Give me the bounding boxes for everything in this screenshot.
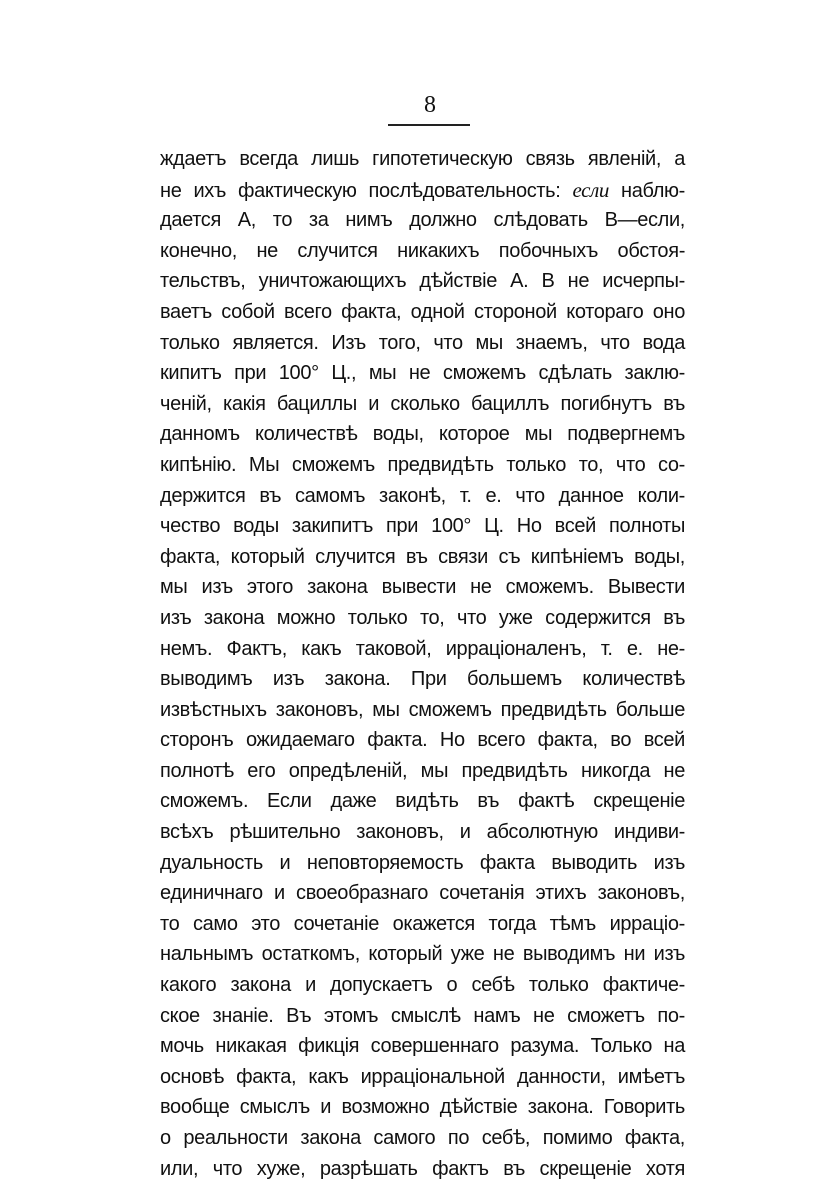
text-line-3: дается А, то за нимъ должно слѣдовать В—если, <box>160 209 685 232</box>
text-line-17: немъ. Фактъ, какъ таковой, ирраціоналенъ, т. е. не- <box>160 637 685 660</box>
text-line-8: кипитъ при 100° Ц., мы не сможемъ сдѣлать заклю- <box>160 362 685 385</box>
text-line-7: только является. Изъ того, что мы знаемъ, что вода <box>160 331 685 354</box>
text-line-34: или, что хуже, разрѣшать фактъ въ скрещеніе хотя <box>160 1157 685 1180</box>
text-line-6: ваетъ собой всего факта, одной стороной котораго оно <box>160 300 685 323</box>
text-line-1: ждаетъ всегда лишь гипотетическую связь явленій, а <box>160 148 685 170</box>
text-line-14: факта, который случится въ связи съ кипѣніемъ воды, <box>160 545 685 568</box>
text-line-23: всѣхъ рѣшительно законовъ, и абсолютную индиви- <box>160 821 685 844</box>
text-line-30: мочь никакая фикція совершеннаго разума. Только на <box>160 1035 685 1058</box>
emphasized-word: если <box>572 177 610 202</box>
text-line-27: нальнымъ остаткомъ, который уже не выводимъ ни изъ <box>160 943 685 966</box>
body-text <box>160 144 685 1184</box>
text-line-21: полнотѣ его опредѣленій, мы предвидѣть никогда не <box>160 759 685 782</box>
text-line-5: тельствъ, уничтожающихъ дѣйствіе А. В не исчерпы- <box>160 270 685 293</box>
text-line-9: ченій, какія бациллы и сколько бациллъ погибнутъ въ <box>160 392 685 415</box>
text-line-16: изъ закона можно только то, что уже содержится въ <box>160 606 685 629</box>
text-line-11: кипѣнію. Мы сможемъ предвидѣть только то, что со- <box>160 453 685 476</box>
text-line-22: сможемъ. Если даже видѣть въ фактѣ скрещеніе <box>160 790 685 813</box>
text-line-29: ское знаніе. Въ этомъ смыслѣ намъ не сможетъ по- <box>160 1004 685 1027</box>
page-number-rule <box>388 124 470 126</box>
text-line-13: чество воды закипитъ при 100° Ц. Но всей полноты <box>160 515 685 538</box>
text-line-26: то само это сочетаніе окажется тогда тѣмъ ирраціо- <box>160 912 685 935</box>
text-line-31: основѣ факта, какъ ирраціональной данности, имѣетъ <box>160 1065 685 1088</box>
text-line-2 <box>160 175 685 206</box>
text-line-32: вообще смыслъ и возможно дѣйствіе закона. Говорить <box>160 1096 685 1119</box>
text-line-19: извѣстныхъ законовъ, мы сможемъ предвидѣть больше <box>160 698 685 721</box>
page-number: 8 <box>424 92 436 118</box>
text-line-33: о реальности закона самого по себѣ, помимо факта, <box>160 1127 685 1149</box>
text-line-28: какого закона и допускаетъ о себѣ только фактиче- <box>160 974 685 997</box>
text-line-24: дуальность и неповторяемость факта выводить изъ <box>160 851 685 874</box>
text-line-12: держится въ самомъ законѣ, т. е. что данное коли- <box>160 484 685 507</box>
text-line-25: единичнаго и своеобразнаго сочетанія этихъ законовъ, <box>160 882 685 905</box>
text-line-15: мы изъ этого закона вывести не сможемъ. Вывести <box>160 576 685 599</box>
text-line-2-start: не ихъ фактическую послѣдовательность: <box>160 179 573 202</box>
text-line-18: выводимъ изъ закона. При большемъ количествѣ <box>160 668 685 691</box>
text-line-2-end: наблю- <box>609 179 685 202</box>
text-line-10: данномъ количествѣ воды, которое мы подвергнемъ <box>160 423 685 446</box>
text-line-4: конечно, не случится никакихъ побочныхъ обстоя- <box>160 239 685 262</box>
text-line-20: сторонъ ожидаемаго факта. Но всего факта, во всей <box>160 729 685 752</box>
